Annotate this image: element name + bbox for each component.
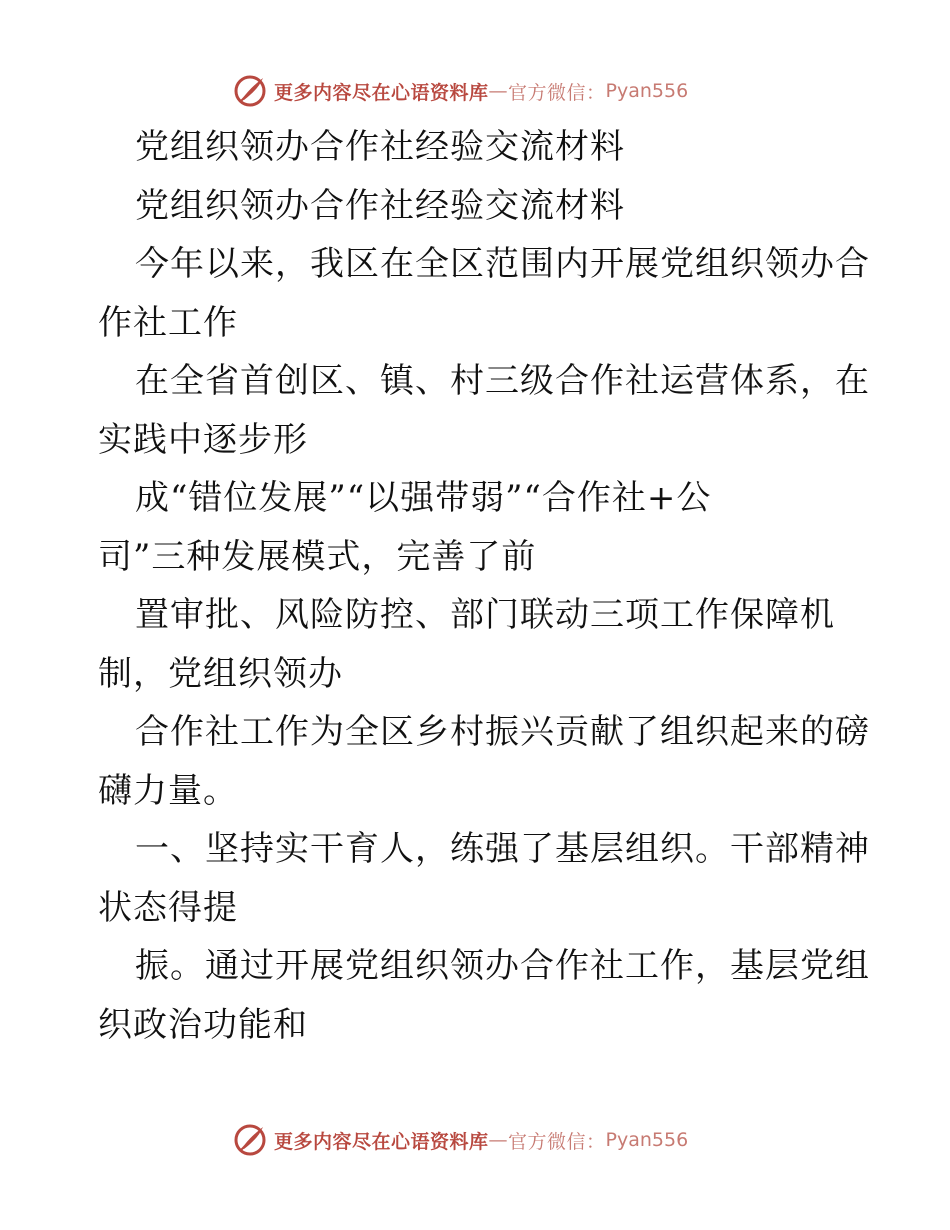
- watermark-contact-label: 官方微信：: [508, 1130, 606, 1153]
- watermark-separator: —: [488, 80, 509, 102]
- paragraph-line: 实践中逐步形: [98, 419, 308, 460]
- paragraph-line: 织政治功能和: [98, 1004, 308, 1045]
- document-subtitle: 党组织领办合作社经验交流材料: [135, 185, 625, 226]
- paragraph-line: 司”三种发展模式，完善了前: [98, 536, 537, 577]
- quill-logo-icon: [232, 73, 268, 109]
- watermark-banner-bottom: [232, 1120, 688, 1160]
- watermark-separator: —: [488, 1129, 509, 1151]
- document-body: [98, 118, 870, 1054]
- paragraph-line: 成“错位发展”“以强带弱”“合作社+公: [135, 478, 712, 518]
- paragraph-line: 置审批、风险防控、部门联动三项工作保障机: [135, 595, 835, 635]
- watermark-text: 更多内容尽在心语资料库: [274, 1130, 489, 1153]
- paragraph-line: 合作社工作为全区乡村振兴贡献了组织起来的磅: [135, 712, 870, 752]
- watermark-contact-id: Pyan556: [605, 80, 689, 102]
- watermark-contact-id: Pyan556: [605, 1129, 689, 1151]
- paragraph-line: 制，党组织领办: [98, 653, 343, 694]
- watermark-banner-top: [232, 71, 688, 111]
- paragraph-line: 在全省首创区、镇、村三级合作社运营体系，在: [135, 361, 870, 401]
- document-title: 党组织领办合作社经验交流材料: [135, 127, 625, 167]
- quill-logo-icon: [232, 1122, 268, 1158]
- section-heading-line: 一、坚持实干育人，练强了基层组织。干部精神: [135, 829, 870, 869]
- paragraph-line: 今年以来，我区在全区范围内开展党组织领办合: [135, 244, 870, 284]
- watermark-contact-label: 官方微信：: [508, 81, 606, 104]
- paragraph-line: 作社工作: [98, 302, 238, 343]
- paragraph-line: 礴力量。: [98, 770, 238, 811]
- paragraph-line: 状态得提: [98, 887, 238, 928]
- watermark-text: 更多内容尽在心语资料库: [274, 81, 489, 104]
- paragraph-line: 振。通过开展党组织领办合作社工作，基层党组: [135, 946, 870, 986]
